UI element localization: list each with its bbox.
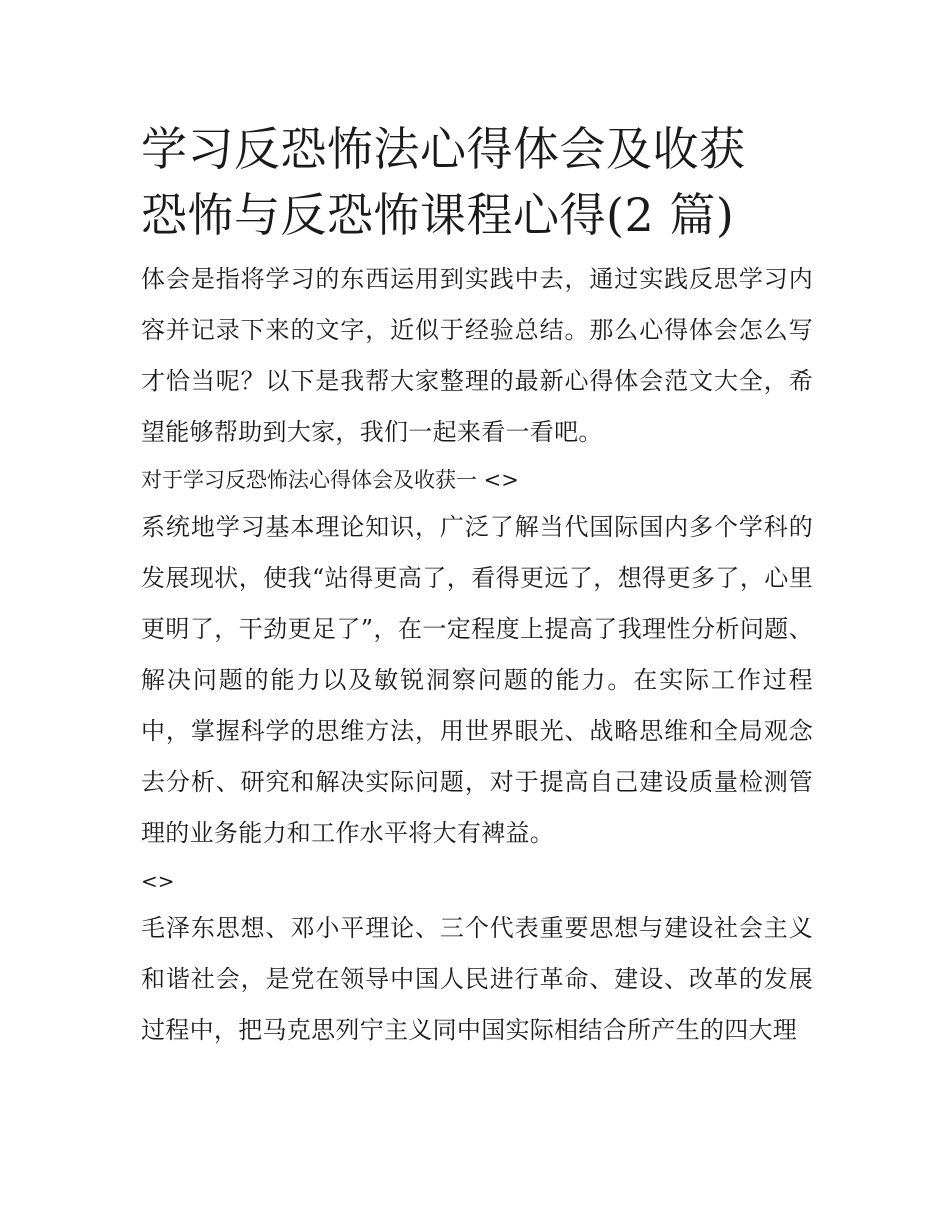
title-line-1: 学习反恐怖法心得体会及收获 [141,122,746,176]
placeholder-marker: <> [141,869,175,893]
title-line-2: 恐怖与反恐怖课程心得(2 篇) [141,188,735,242]
body-paragraph-1: 系统地学习基本理论知识，广泛了解当代国际国内多个学科的发展现状，使我“站得更高了，看得更远了，想得更多了，心里更明了，干劲更足了”，在一定程度上提高了我理性分析问题、解决问题的能力以及敏锐洞察问题的能力。在实际工作过程中，掌握科学的思维方法，用世界眼光、战略思维和全局观念去分析、研究和解决实际问题，对于提高自己建设质量检测管理的业务能力和工作水平将大有裨益。 [141,513,813,847]
document-title [141,116,813,248]
intro-paragraph: 体会是指将学习的东西运用到实践中去，通过实践反思学习内容并记录下来的文字，近似于经验总结。那么心得体会怎么写才恰当呢？以下是我帮大家整理的最新心得体会范文大全，希望能够帮助到大家，我们一起来看一看吧。 [141,265,813,446]
section-heading: 对于学习反恐怖法心得体会及收获一 <> [141,468,519,492]
body-paragraph-2: 毛泽东思想、邓小平理论、三个代表重要思想与建设社会主义和谐社会，是党在领导中国人民进行革命、建设、改革的发展过程中，把马克思列宁主义同中国实际相结合所产生的四大理 [141,914,813,1044]
document-page [141,116,813,1056]
